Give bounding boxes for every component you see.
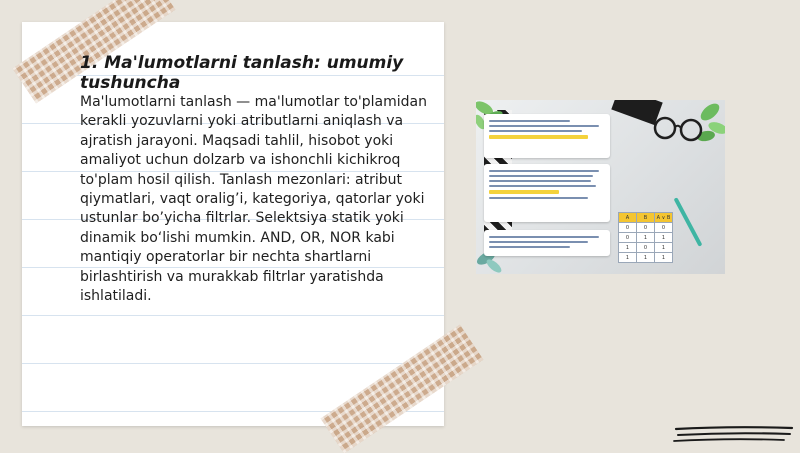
truth-table bbox=[618, 212, 673, 263]
truth-table-cell: B bbox=[637, 213, 655, 223]
truth-table-row bbox=[619, 233, 673, 243]
truth-table-cell: 1 bbox=[619, 253, 637, 263]
truth-table-cell: 1 bbox=[655, 253, 673, 263]
truth-table-cell: 0 bbox=[619, 223, 637, 233]
pen-image bbox=[674, 197, 703, 247]
slide-body-text: Ma'lumotlarni tanlash — ma'lumotlar to'plamidan kerakli yozuvlarni yoki atributlarni aniqlash va ajratish jarayoni. Maqsadi tahlil, hisobot yoki amaliyot uchun dolzarb va ishonchli kichikroq to'plam hosil qilish. Tanlash mezonlari: atribut qiymatlari, vaqt oralig’i, kategoriya, qatorlar yoki ustunlar bo’yicha filtrlar. Selektsiya statik yoki dinamik bo‘lishi mumkin. AND, OR, NOR kabi mantiqiy operatorlar bir nechta shartlarni birlashtirish va murakkab filtrlar yaratishda ishlatiladi. bbox=[80, 94, 427, 305]
truth-table-cell: 0 bbox=[637, 223, 655, 233]
truth-table-cell: 1 bbox=[655, 233, 673, 243]
truth-table-header bbox=[619, 213, 673, 223]
slide-photo bbox=[476, 100, 725, 274]
truth-table-cell: A bbox=[619, 213, 637, 223]
note-card bbox=[484, 164, 610, 222]
truth-table-cell: 1 bbox=[655, 243, 673, 253]
note-card bbox=[484, 114, 610, 158]
glasses-image bbox=[651, 112, 707, 142]
truth-table-row bbox=[619, 223, 673, 233]
truth-table-cell: 1 bbox=[637, 233, 655, 243]
truth-table-cell: 1 bbox=[637, 253, 655, 263]
slide-title: 1. Ma'lumotlarni tanlash: umumiy tushuncha bbox=[80, 53, 404, 93]
truth-table-row bbox=[619, 243, 673, 253]
truth-table-row bbox=[619, 253, 673, 263]
truth-table-cell: A ∨ B bbox=[655, 213, 673, 223]
pen-stroke-decoration bbox=[672, 420, 794, 446]
truth-table-cell: 0 bbox=[619, 233, 637, 243]
truth-table-cell: 0 bbox=[637, 243, 655, 253]
note-card bbox=[484, 230, 610, 256]
truth-table-cell: 1 bbox=[619, 243, 637, 253]
truth-table-cell: 0 bbox=[655, 223, 673, 233]
